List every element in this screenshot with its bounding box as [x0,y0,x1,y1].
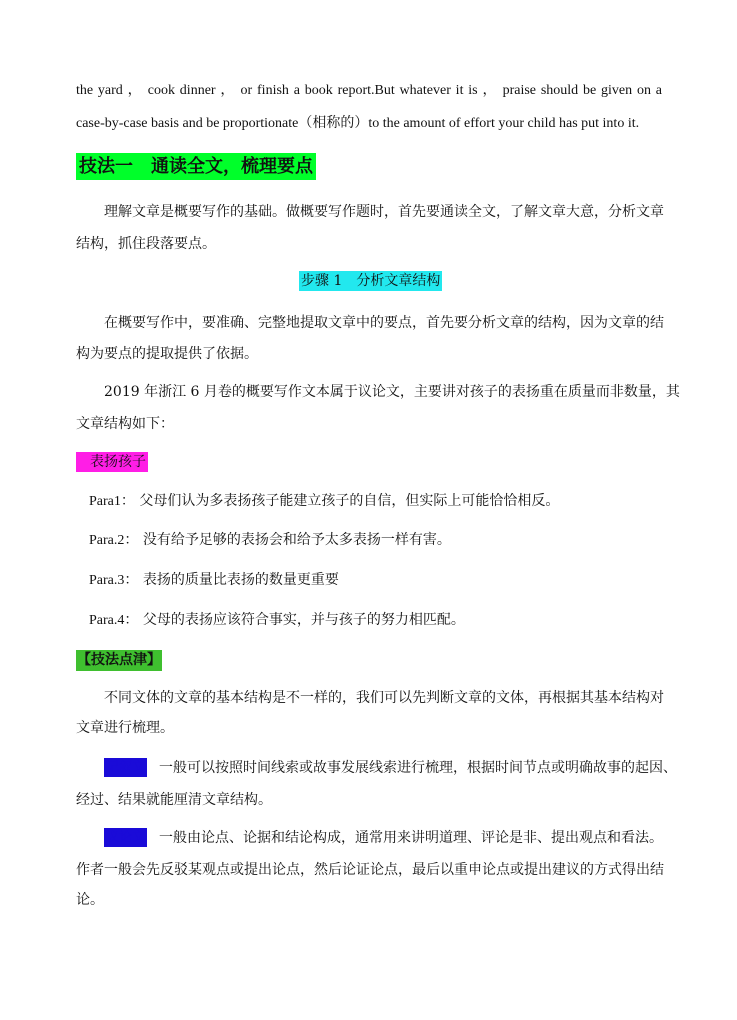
outline-item-label: Para1： [89,494,135,509]
narrative-line-1: 一般可以按照时间线索或故事发展线索进行梳理，根据时间节点或明确故事的起因、 [159,760,677,776]
step-paragraph-2-line-1: 2019 年浙江 6 月卷的概要写作文本属于议论文，主要讲对孩子的表扬重在质量而非数量，其 [104,384,680,400]
tips-label: 【技法点津】 [76,650,162,671]
section-heading: 技法一 通读全文，梳理要点 [76,153,316,180]
step-paragraph-2-line-2: 文章结构如下： [76,416,174,432]
outline-item-text: 父母的表扬应该符合事实，并与孩子的努力相匹配。 [142,612,465,628]
tips-paragraph-line-1: 不同文体的文章的基本结构是不一样的，我们可以先判断文章的文体，再根据其基本结构对 [104,690,664,706]
step-label: 步骤 1 分析文章结构 [301,273,441,289]
outline-topic [76,452,148,472]
outline-item [89,610,465,631]
intro-line-1: the yard ， cook dinner ， or finish a book report.But whatever it is ， praise should be given on a [76,83,662,98]
step-paragraph-1-line-1: 在概要写作中，要准确、完整地提取文章中的要点，首先要分析文章的结构，因为文章的结 [104,315,664,331]
outline-item-label: Para.4： [89,613,139,628]
outline-item-label: Para.3： [89,573,139,588]
outline-item-text: 没有给予足够的表扬会和给予太多表扬一样有害。 [142,532,451,548]
section-paragraph-line-2: 结构，抓住段落要点。 [76,236,216,252]
argument-line-2: 作者一般会先反驳某观点或提出论点，然后论证论点，最后以重申论点或提出建议的方式得出结 [76,862,664,878]
argument-tag: 议论文 [105,830,145,845]
outline-item-label: Para.2： [89,533,139,548]
tips-paragraph-line-2: 文章进行梳理。 [76,720,174,736]
intro-line-2: case-by-case basis and be proportionate（相称的）to the amount of effort your child has put into it. [76,116,640,131]
argument-line-3: 论。 [76,892,104,908]
narrative-tag: 记叙文 [105,760,145,775]
narrative-line-2: 经过、结果就能厘清文章结构。 [76,792,272,808]
outline-item [89,491,559,512]
outline-item [89,570,339,591]
outline-item [89,530,451,551]
outline-topic-label: 表扬孩子 [90,454,146,470]
outline-item-text: 父母们认为多表扬孩子能建立孩子的自信，但实际上可能恰恰相反。 [139,493,560,509]
step-paragraph-1-line-2: 构为要点的提取提供了依据。 [76,346,258,362]
section-paragraph-line-1: 理解文章是概要写作的基础。做概要写作题时，首先要通读全文，了解文章大意，分析文章 [104,204,664,220]
outline-item-text: 表扬的质量比表扬的数量更重要 [142,572,339,588]
argument-line-1: 一般由论点、论据和结论构成，通常用来讲明道理、评论是非、提出观点和看法。 [159,830,663,846]
